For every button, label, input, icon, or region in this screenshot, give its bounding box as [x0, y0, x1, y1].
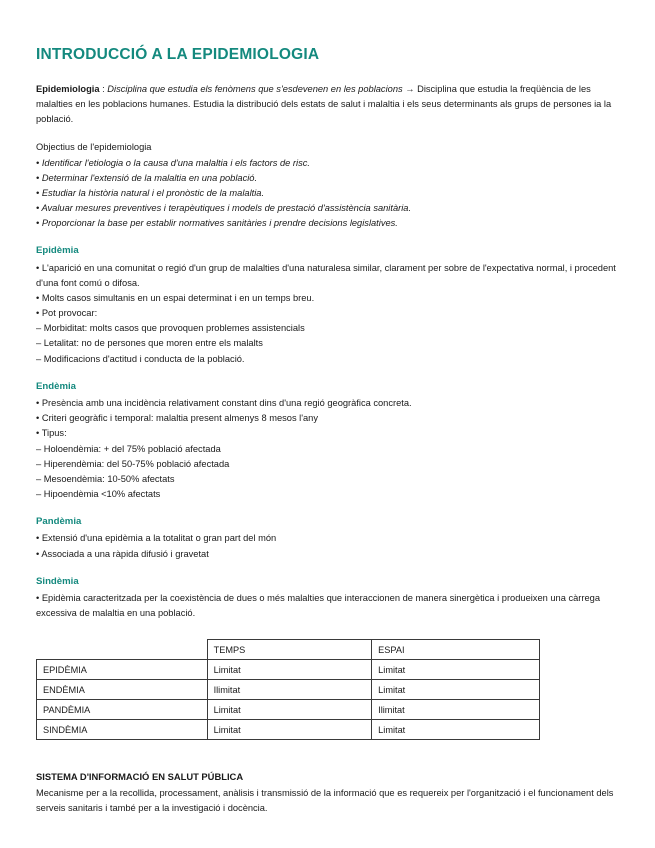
list-item-label: Hipoendèmia <10% afectats	[43, 488, 161, 499]
list-item	[36, 411, 617, 426]
section-heading-epidemia: Epidèmia	[36, 245, 79, 257]
table-corner-cell	[37, 640, 208, 660]
list-item	[36, 396, 617, 411]
footer-title: SISTEMA D'INFORMACIÓ EN SALUT PÚBLICA	[36, 771, 244, 783]
list-item-label: Holoendèmia: + del 75% població afectada	[43, 443, 221, 454]
section-heading-sindemia: Sindèmia	[36, 575, 79, 587]
table-body	[37, 660, 540, 740]
table-row	[37, 720, 540, 740]
list-item-label: Tipus:	[41, 428, 67, 439]
list-item-label: Molts casos simultanis en un espai determinat i en un temps breu.	[41, 292, 315, 303]
bullet-icon: •	[36, 398, 40, 409]
footer-body: Mecanisme per a la recollida, processament, anàlisis i transmissió de la informació que es requereix per l'organització i el funcionament dels serveis sanitaris i també per a la investigació i docència.	[36, 787, 614, 813]
bullet-icon: •	[36, 413, 40, 424]
sindemia-list	[36, 591, 617, 621]
list-item	[36, 472, 617, 487]
list-item	[36, 531, 617, 546]
bullet-icon: •	[36, 292, 40, 303]
list-item-label: Extensió d'una epidèmia a la totalitat o gran part del món	[41, 533, 277, 544]
pandemia-list	[36, 531, 617, 561]
table-column-header-espai: ESPAI	[372, 640, 540, 660]
bullet-icon: •	[36, 187, 42, 198]
comparison-table	[36, 639, 540, 740]
table-row	[37, 640, 540, 660]
list-item	[36, 591, 617, 621]
list-item	[36, 306, 617, 321]
table-row	[37, 700, 540, 720]
list-item	[36, 291, 617, 306]
list-item-label: Presència amb una incidència relativament constant dins d'una regió geogràfica concreta.	[41, 398, 412, 409]
bullet-icon: •	[36, 172, 42, 183]
list-item-label: Criteri geogràfic i temporal: malaltia present almenys 8 mesos l'any	[41, 413, 319, 424]
list-item	[36, 352, 617, 367]
table-cell-temps: Limitat	[207, 660, 372, 680]
bullet-icon: •	[36, 218, 42, 229]
list-item-label: Estudiar la història natural i el pronòstic de la malaltia.	[41, 187, 265, 198]
table-row	[37, 680, 540, 700]
list-item-label: Epidèmia caracteritzada per la coexistència de dues o més malalties que interaccionen de manera sinergètica i produeixen una càrrega excessiva de malaltia en una població.	[36, 593, 600, 619]
objectius-heading: Objectius de l'epidemiologia	[36, 141, 152, 152]
intro-separator: :	[99, 83, 108, 94]
list-item	[36, 547, 617, 562]
list-item	[36, 487, 617, 502]
bullet-icon: •	[36, 428, 40, 439]
table-cell-espai: Limitat	[372, 660, 540, 680]
table-cell-espai: Limitat	[372, 680, 540, 700]
list-item-label: Determinar l'extensió de la malaltia en una població.	[41, 172, 258, 183]
footer-section	[36, 770, 617, 815]
intro-paragraph	[36, 82, 617, 127]
list-item-label: Associada a una ràpida difusió i gravetat	[41, 548, 209, 559]
intro-definition-italic: Disciplina que estudia els fenòmens que s'esdevenen en les poblacions	[107, 83, 403, 94]
list-item	[36, 336, 617, 351]
table-row-label: EPIDÈMIA	[37, 660, 208, 680]
list-item-label: Modificacions d'actitud i conducta de la població.	[43, 353, 245, 364]
bullet-icon: •	[36, 593, 40, 604]
bullet-icon: •	[36, 548, 40, 559]
list-item-label: Proporcionar la base per establir normatives sanitàries i prendre decisions legislatives.	[41, 218, 398, 229]
section-heading-pandemia: Pandèmia	[36, 516, 82, 528]
table-cell-espai: Ilimitat	[372, 700, 540, 720]
list-item-label: Morbiditat: molts casos que provoquen problemes assistencials	[43, 323, 305, 334]
list-item	[36, 171, 617, 186]
intro-rest: Disciplina que estudia la freqüència de les malalties en les poblacions humanes. Estudia la distribució dels estats de salut i malaltia i els seus determinants als grups de persones ia la població.	[36, 83, 612, 124]
page-title: INTRODUCCIÓ A LA EPIDEMIOLOGIA	[36, 46, 320, 63]
dash-icon: –	[36, 353, 42, 364]
intro-arrow: →	[402, 83, 418, 94]
dash-icon: –	[36, 443, 42, 454]
section-heading-endemia: Endèmia	[36, 380, 76, 392]
dash-icon: –	[36, 323, 42, 334]
list-item-label: Mesoendèmia: 10-50% afectats	[43, 473, 175, 484]
bullet-icon: •	[36, 262, 40, 273]
dash-icon: –	[36, 338, 42, 349]
bullet-icon: •	[36, 533, 40, 544]
list-item	[36, 186, 617, 201]
dash-icon: –	[36, 488, 42, 499]
bullet-icon: •	[36, 157, 42, 168]
bullet-icon: •	[36, 308, 40, 319]
epidemia-list	[36, 261, 617, 367]
intro-term: Epidemiologia	[36, 83, 100, 94]
table-header	[37, 640, 540, 660]
list-item	[36, 201, 617, 216]
list-item	[36, 216, 617, 231]
dash-icon: –	[36, 473, 42, 484]
table-cell-temps: Ilimitat	[207, 680, 372, 700]
table-row	[37, 660, 540, 680]
table-row-label: ENDÈMIA	[37, 680, 208, 700]
list-item-label: Avaluar mesures preventives i terapèutiques i models de prestació d'assistència sanitària.	[41, 203, 412, 214]
list-item-label: Pot provocar:	[41, 308, 98, 319]
table-row-label: SINDÈMIA	[37, 720, 208, 740]
list-item-label: Hiperendèmia: del 50-75% població afectada	[43, 458, 230, 469]
table-cell-temps: Limitat	[207, 700, 372, 720]
table-row-label: PANDÈMIA	[37, 700, 208, 720]
list-item	[36, 321, 617, 336]
list-item-label: Identificar l'etiologia o la causa d'una malaltia i els factors de risc.	[41, 157, 310, 168]
list-item	[36, 156, 617, 171]
table-cell-espai: Limitat	[372, 720, 540, 740]
list-item	[36, 261, 617, 291]
objectius-list	[36, 156, 617, 232]
list-item	[36, 426, 617, 441]
bullet-icon: •	[36, 203, 42, 214]
list-item-label: L'aparició en una comunitat o regió d'un grup de malalties d'una naturalesa similar, clarament per sobre de l'expectativa normal, i procedent d'una font comú o difosa.	[36, 262, 616, 288]
endemia-list	[36, 396, 617, 502]
table-cell-temps: Limitat	[207, 720, 372, 740]
list-item	[36, 457, 617, 472]
list-item-label: Letalitat: no de persones que moren entre els malalts	[43, 338, 263, 349]
dash-icon: –	[36, 458, 42, 469]
list-item	[36, 442, 617, 457]
table-column-header-temps: TEMPS	[207, 640, 372, 660]
